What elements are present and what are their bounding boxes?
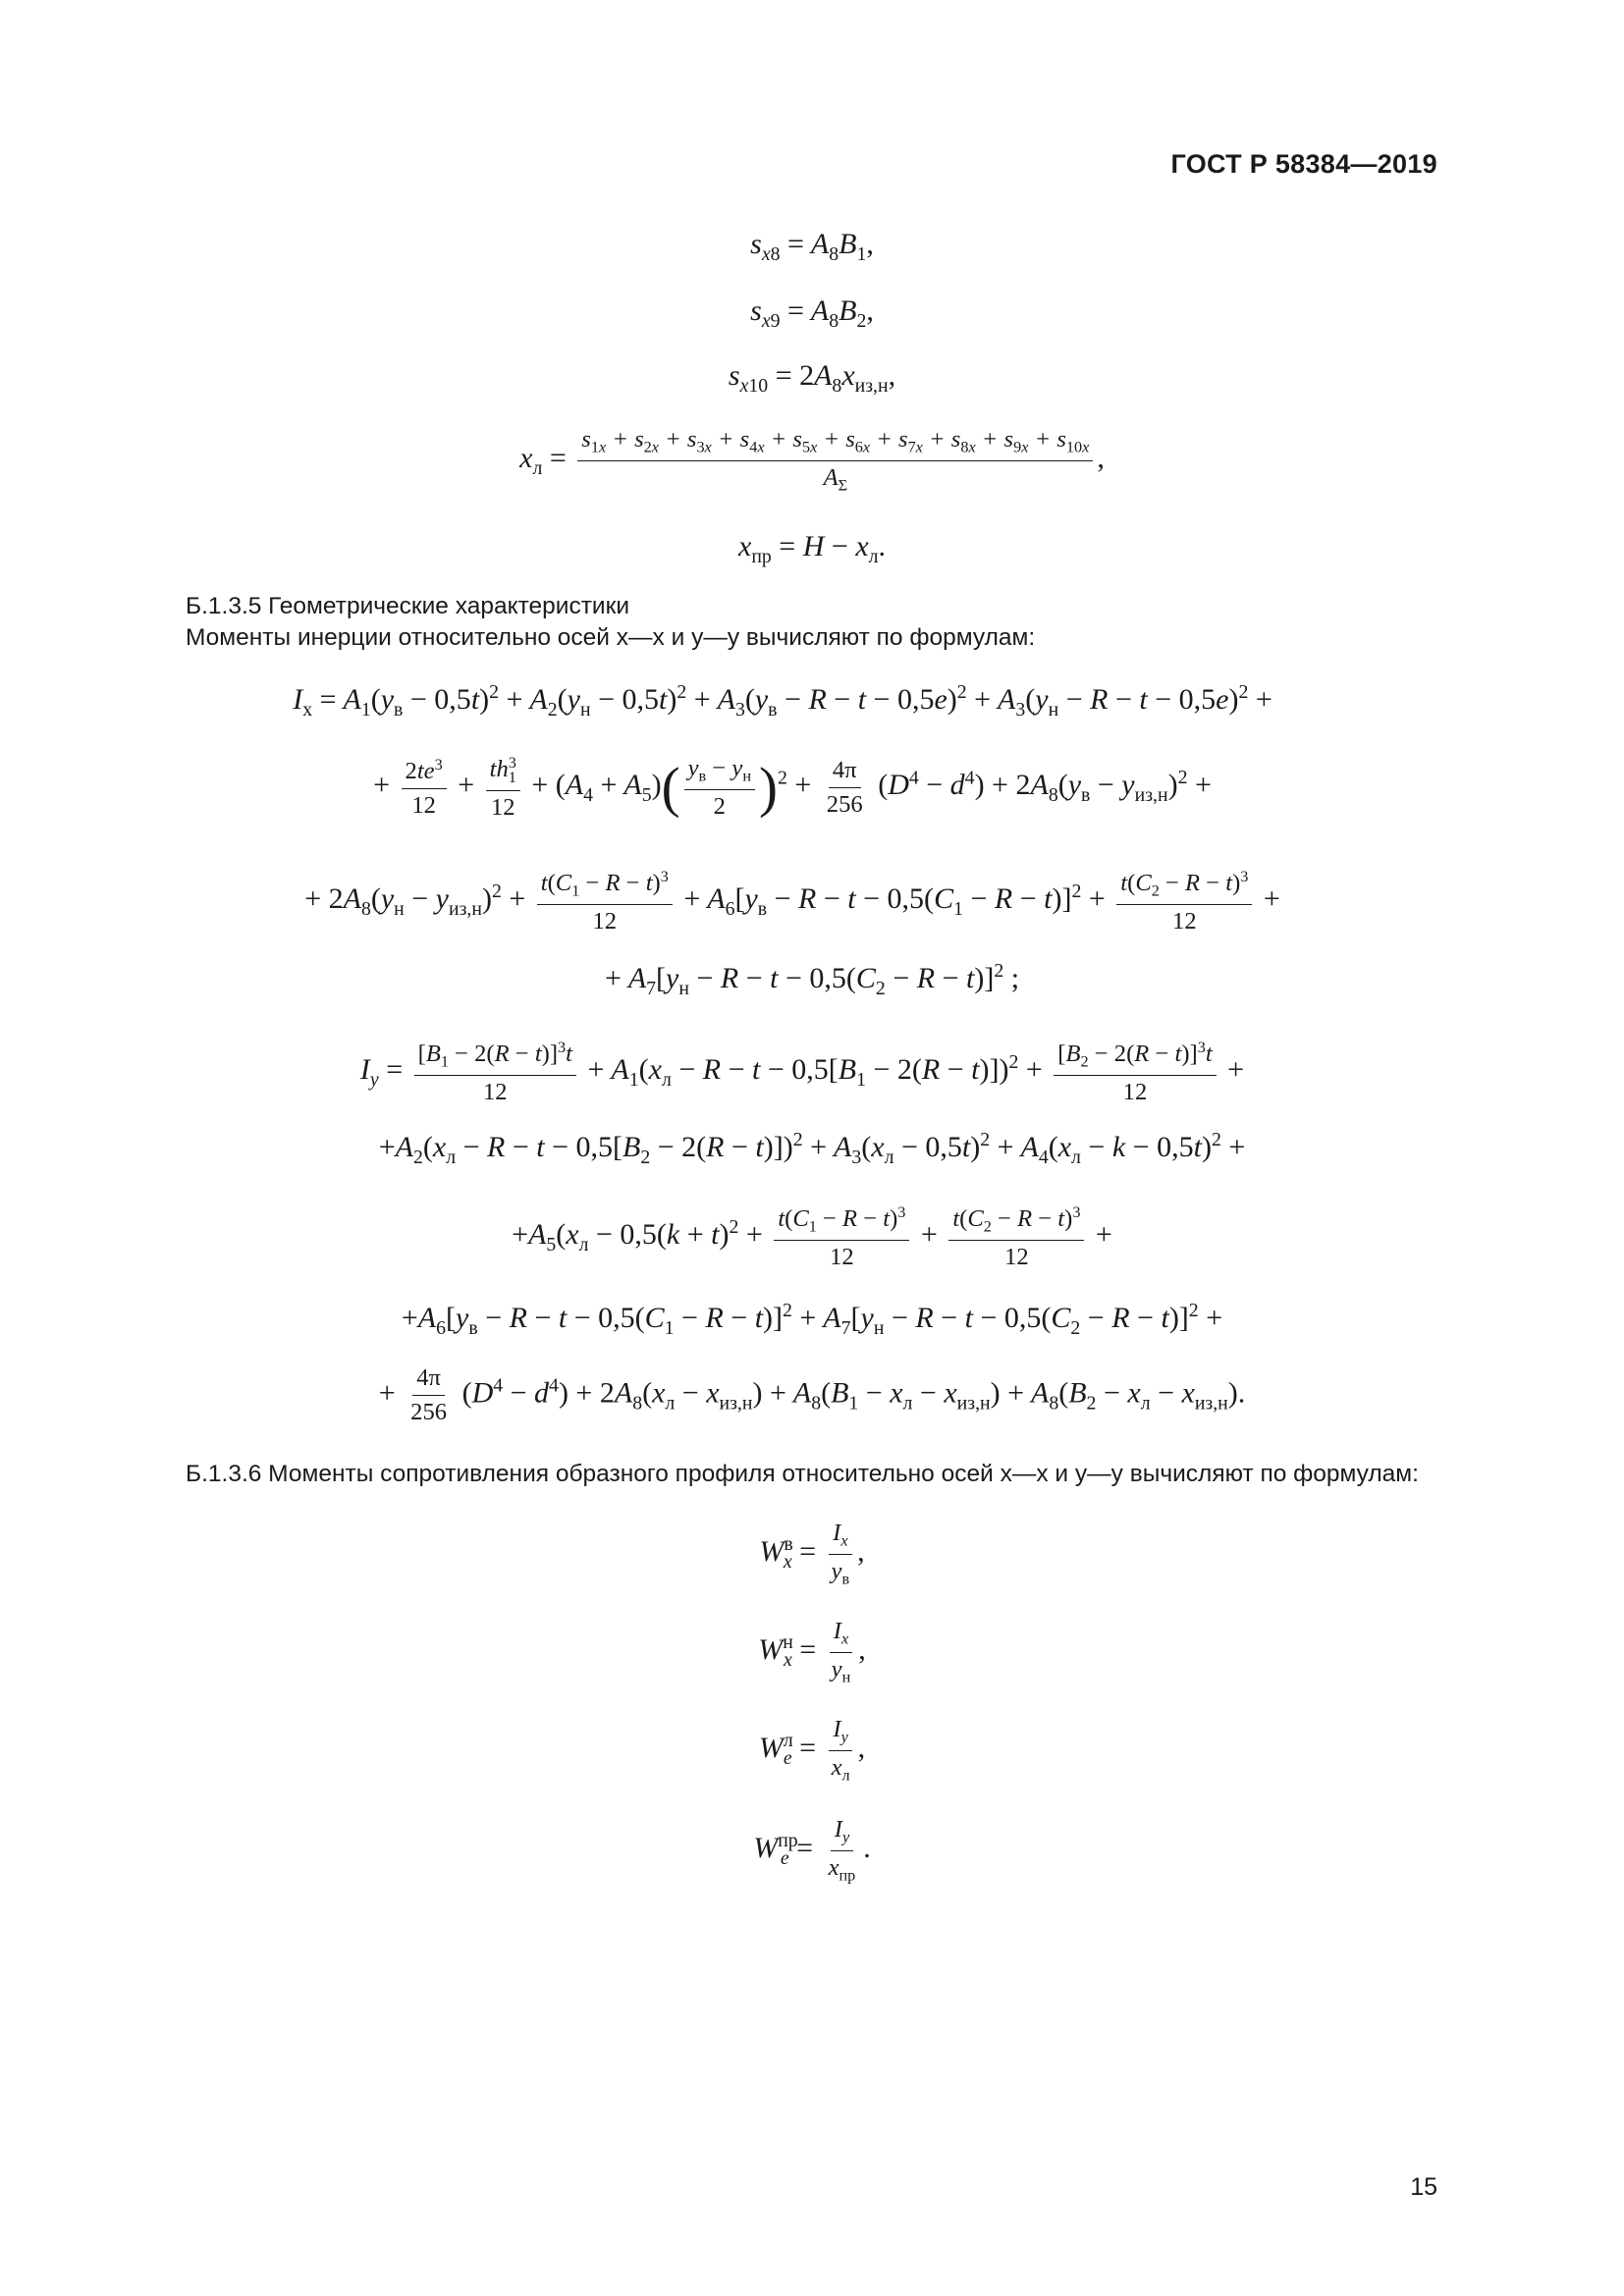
section-text-b136: Б.1.3.6 Моменты сопротивления образного профиля относительно осей x—x и y—y вычисляют по формулам: — [186, 1461, 1419, 1487]
formula-ix-line1: $I_x = A_1(y_в - 0,5t)^2 + A_2(y_н - 0,5t)^2 + A_3(y_в - R - t - 0,5e)^2 + A_3(y_н - R - t - 0,5e)^2$ + — [293, 681, 1272, 721]
page-number: 15 — [1410, 2173, 1437, 2201]
standard-code-header: ГОСТ Р 58384—2019 — [1170, 149, 1437, 179]
formula-iy-line5: + $\frac{4\pi}{256}$ $(D^4 - d^4) + 2A_8(x_л - x_{из,н}) + A_8(B_1 - x_л - x_{из,н}) + A_8(B_2 - x_л - x_{из,н})$. — [378, 1364, 1246, 1425]
formula-sx8: $s_{x8} = A_8B_1$, — [750, 228, 874, 265]
formula-sx9: $s_{x9} = A_8B_2$, — [750, 294, 874, 332]
formula-sx10: $s_{x10} = 2A_8x_{из,н}$, — [728, 359, 896, 397]
formula-ix-line3: + $2A_8(y_н - y_{из,н})^2$ + $\frac{t(C_1 - R - t)^3}{12}$ + $A_6[y_в - R - t - 0,5(C_1 - R - t)]^2$ + $\frac{t(C_2 - R - t)^3}{12}$ + — [304, 868, 1280, 934]
section-heading-b135: Б.1.3.5 Геометрические характеристики — [186, 593, 630, 619]
formula-wxn: $W^н_x$ = $\frac{I_x}{y_н}$ , — [758, 1618, 866, 1686]
formula-ix-line4: + $A_7[y_н - R - t - 0,5(C_2 - R - t)]^2$ ; — [604, 960, 1020, 999]
formula-xpr: $x_{пр} = H - x_л$. — [737, 530, 887, 567]
formula-iy-line2: $+A_2(x_л - R - t - 0,5[B_2 - 2(R - t)])^2 + A_3(x_л - 0,5t)^2 + A_4(x_л - k - 0,5t)^2$ + — [378, 1129, 1246, 1168]
formula-iy-line4: $+A_6[y_в - R - t - 0,5(C_1 - R - t)]^2 + A_7[y_н - R - t - 0,5(C_2 - R - t)]^2$ + — [401, 1300, 1223, 1339]
formula-wxv: $W^в_x$ = $\frac{I_x}{y_в}$ , — [759, 1520, 865, 1588]
formula-wepr: $W^{пр}_e$ = $\frac{I_y}{x_{пр}}$ . — [753, 1816, 871, 1885]
section-intro-b135: Моменты инерции относительно осей x—x и y—y вычисляют по формулам: — [186, 624, 1036, 651]
formula-ix-line2: + $\frac{2te^3}{12}$ + $\frac{th^3_1}{12}$ + $(A_4 + A_5)$( $\frac{y_в - y_н}{2}$ )$^2$ + $\frac{4\pi}{256}$ $(D^4 - d^4) + 2A_8(y_в - y_{из,н})^2$ + — [373, 754, 1212, 821]
formula-wel: $W^л_e$ = $\frac{I_y}{x_л}$ , — [758, 1716, 866, 1785]
formula-iy-line1: $I_y$ = $\frac{[B_1 - 2(R - t)]^3t}{12}$ + $A_1(x_л - R - t - 0,5[B_1 - 2(R - t)])^2$ + $\frac{[B_2 - 2(R - t)]^3t}{12}$ + — [359, 1039, 1245, 1105]
formula-iy-line3: $+A_5(x_л - 0,5(k + t)^2$ + $\frac{t(C_1 - R - t)^3}{12}$ + $\frac{t(C_2 - R - t)^3}{12}$ + — [512, 1203, 1112, 1270]
formula-xl: $x_л$ = $\frac{s_{1x} + s_{2x} + s_{3x} + s_{4x} + s_{5x} + s_{6x} + s_{7x} + s_{8x} + s_{9x} + s_{10x}}{A_\Sigma}$ , — [519, 426, 1105, 495]
